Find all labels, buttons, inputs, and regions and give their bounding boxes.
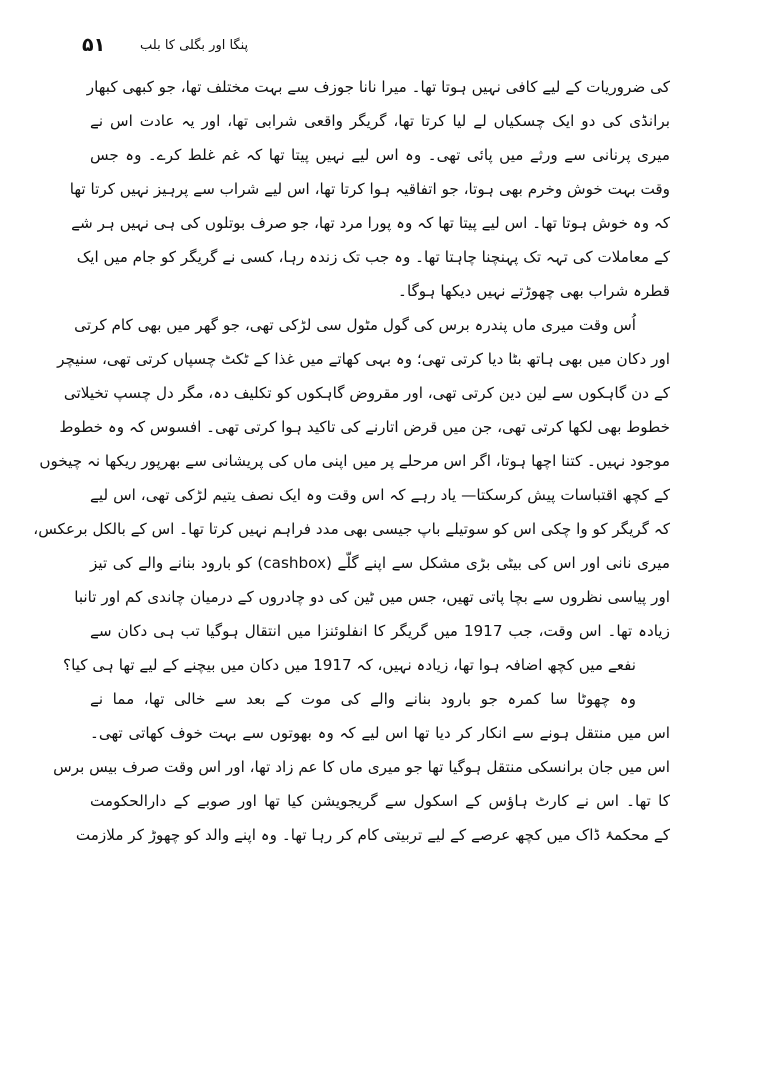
text-line: کے محکمۂ ڈاک میں کچھ عرصے کے لیے تربیتی کام کر رہا تھا۔ وہ اپنے والد کو چھوڑ کر ملازمت — [75, 826, 670, 844]
text-line: کے معاملات کی تہہ تک پہنچنا چاہتا تھا۔ وہ جب تک زندہ رہا، کسی نے گریگر کو جام میں ایک — [76, 248, 670, 266]
text-line: میری نانی اور اس کی بیٹی بڑی مشکل سے اپنے گلّے (cashbox) کو بارود بنانے والے کی تیز — [90, 554, 670, 572]
page-header — [82, 34, 672, 62]
text-line: زیادہ تھا۔ اس وقت، جب 1917 میں گریگر کا انفلوئنزا میں انتقال ہوگیا تب ہی دکان سے — [90, 622, 670, 640]
text-line: اُس وقت میری ماں پندرہ برس کی گول مٹول سی لڑکی تھی، جو گھر میں بھی کام کرتی — [74, 316, 636, 334]
text-line: کے کچھ اقتباسات پیش کرسکتا— یاد رہے کہ اس وقت وہ ایک نصف یتیم لڑکی تھی، اس لیے — [90, 486, 670, 504]
paragraph — [33, 308, 670, 682]
text-line: کا تھا۔ اس نے کارٹ ہاؤس کے اسکول سے گریجویشن کیا تھا اور صوبے کے دارالحکومت — [90, 792, 670, 810]
text-line: اس میں منتقل ہونے سے انکار کر دیا تھا اس لیے کہ وہ بھوتوں سے بہت خوف کھاتی تھی۔ — [90, 724, 670, 742]
page-number: ۵۱ — [82, 34, 106, 56]
text-line: وہ چھوٹا سا کمرہ جو بارود بنانے والے کی موت کے بعد سے خالی تھا، مما نے — [90, 690, 636, 708]
body-text — [33, 70, 670, 852]
text-line: نفعے میں کچھ اضافہ ہوا تھا، زیادہ نہیں، کہ 1917 میں دکان میں بیچنے کے لیے تھا ہی کیا؟ — [63, 656, 636, 674]
text-line: میری پرنانی سے ورثے میں پائی تھی۔ وہ اس لیے نہیں پیتا تھا کہ غم غلط کرے۔ وہ جس — [90, 146, 670, 164]
text-line: اور دکان میں بھی ہاتھ بٹا دیا کرتی تھی؛ وہ بہی کھاتے میں غذا کے ٹکٹ چسپاں کرتی تھی، سنیچر — [57, 350, 670, 368]
text-line: کہ وہ خوش ہوتا تھا۔ اس لیے پیتا تھا کہ وہ پورا مرد تھا، جو صرف بوتلوں کی ہی نہیں ہر شے — [71, 214, 670, 232]
paragraph — [53, 682, 670, 852]
text-line: کی ضروریات کے لیے کافی نہیں ہوتا تھا۔ میرا نانا جوزف سے بہت مختلف تھا، جو کبھی کبھار — [86, 78, 670, 96]
text-line: موجود نہیں۔ کتنا اچھا ہوتا، اگر اس مرحلے پر میں اپنی ماں کی پریشانی سے بھرپور ریکھا نہ چیخوں — [39, 452, 670, 470]
text-line: اس میں جان برانسکی منتقل ہوگیا تھا جو میری ماں کا عم زاد تھا، اور اس وقت صرف بیس برس — [53, 758, 670, 776]
text-line: کہ گریگر کو وا چکی اس کو سوتیلے باپ جیسی بھی مدد فراہم نہیں کرتا تھا۔ اس کے بالکل برعکس، — [33, 520, 670, 538]
text-line: خطوط بھی لکھا کرتی تھی، جن میں قرض اتارنے کی تاکید ہوا کرتی تھی۔ افسوس کہ وہ خطوط — [59, 418, 670, 436]
text-line: قطرہ شراب بھی چھوڑتے نہیں دیکھا ہوگا۔ — [398, 282, 670, 300]
text-line: کے دن گاہکوں سے لین دین کرتی تھی، اور مقروض گاہکوں کو تکلیف دہ، مگر دل چسپ تخیلاتی — [63, 384, 670, 402]
paragraph — [69, 70, 670, 308]
text-line: اور پیاسی نظروں سے بچا پاتی تھیں، جس میں ٹین کی دو چادروں کے درمیان چاندی کم اور تانبا — [74, 588, 670, 606]
text-line: وقت بہت خوش وخرم بھی ہوتا، جو اتفاقیہ ہوا کرتا تھا، اس لیے شراب سے پرہیز نہیں کرتا تھا — [69, 180, 670, 198]
running-title: پنگا اور بگلی کا بلب — [140, 38, 249, 53]
text-line: برانڈی کی دو ایک چسکیاں لے لیا کرتا تھا، گریگر واقعی شرابی تھا، اور یہ عادت اس نے — [90, 112, 670, 130]
